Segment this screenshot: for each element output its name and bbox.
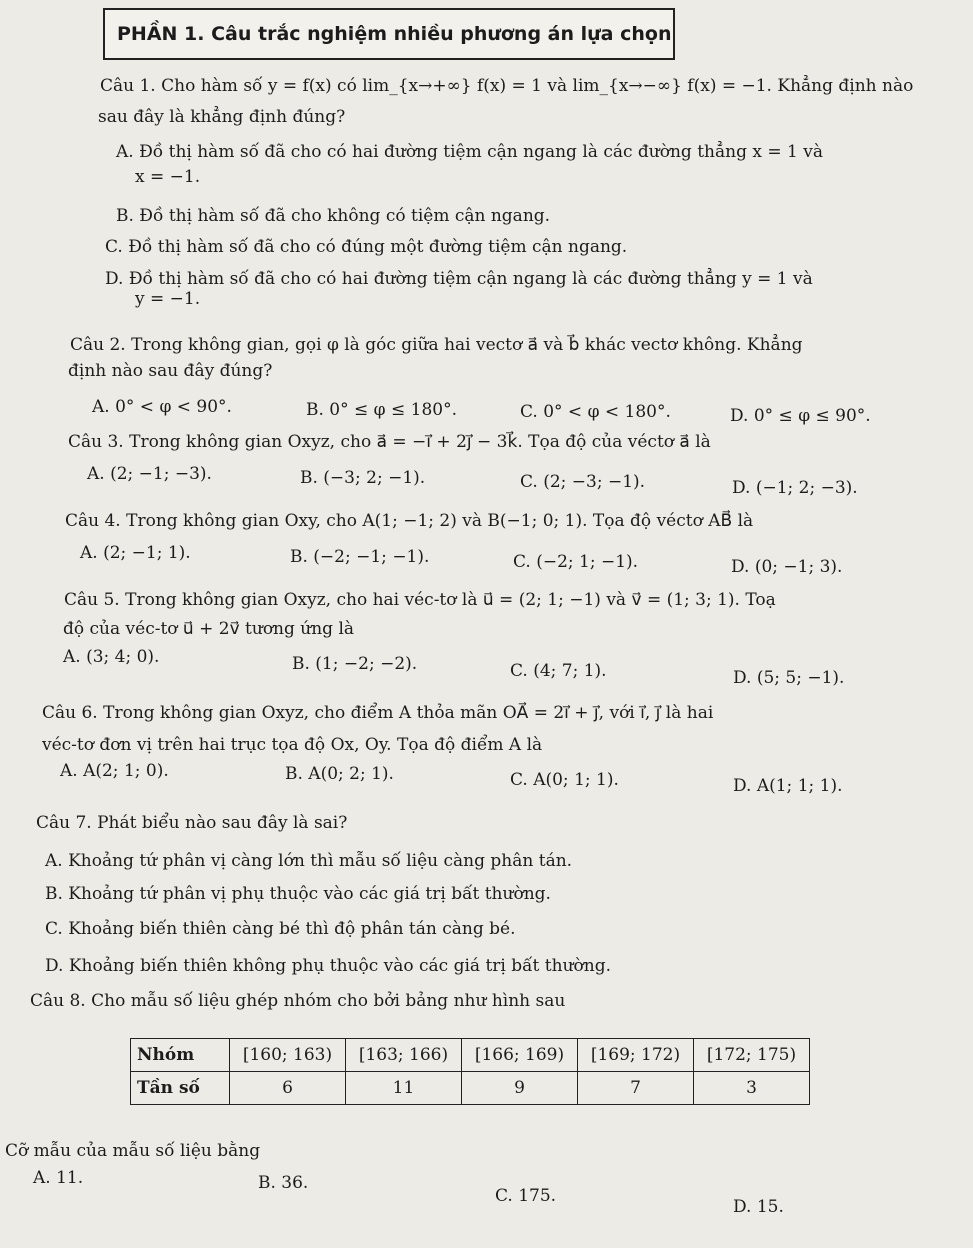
- q8-option-c: C. 175.: [495, 1186, 557, 1206]
- q6-stem-line2: véc-tơ đơn vị trên hai trục tọa độ Ox, Oy. Tọa độ điểm A là: [42, 735, 543, 755]
- q4-option-c: C. (−2; 1; −1).: [513, 552, 639, 572]
- table-row-groups: [131, 1039, 810, 1072]
- q3-option-a: A. (2; −1; −3).: [87, 464, 212, 484]
- q6-option-a: A. A(2; 1; 0).: [60, 761, 169, 781]
- q3-option-c: C. (2; −3; −1).: [520, 472, 646, 492]
- frequency-table: [130, 1038, 810, 1105]
- table-cell: [169; 172): [578, 1039, 694, 1072]
- q8-question: Cỡ mẫu của mẫu số liệu bằng: [5, 1141, 261, 1161]
- q5-option-d: D. (5; 5; −1).: [733, 668, 845, 688]
- q5-option-b: B. (1; −2; −2).: [292, 654, 418, 674]
- q6-option-c: C. A(0; 1; 1).: [510, 770, 619, 790]
- q4-stem: Câu 4. Trong không gian Oxy, cho A(1; −1; 2) và B(−1; 0; 1). Tọa độ véctơ AB⃗ là: [65, 511, 754, 531]
- q3-stem: Câu 3. Trong không gian Oxyz, cho a⃗ = −i⃗ + 2j⃗ − 3k⃗. Tọa độ của véctơ a⃗ là: [68, 432, 711, 452]
- q4-option-d: D. (0; −1; 3).: [731, 557, 843, 577]
- q3-option-b: B. (−3; 2; −1).: [300, 468, 426, 488]
- table-cell: [160; 163): [230, 1039, 346, 1072]
- q6-option-d: D. A(1; 1; 1).: [733, 776, 843, 796]
- table-cell: 3: [694, 1072, 810, 1105]
- q7-option-d: D. Khoảng biến thiên không phụ thuộc vào các giá trị bất thường.: [45, 956, 611, 976]
- q7-stem: Câu 7. Phát biểu nào sau đây là sai?: [36, 813, 348, 833]
- q8-option-b: B. 36.: [258, 1173, 309, 1193]
- table-header-group: Nhóm: [131, 1039, 230, 1072]
- q1-option-c: C. Đồ thị hàm số đã cho có đúng một đường tiệm cận ngang.: [105, 237, 628, 257]
- section-header: PHẦN 1. Câu trắc nghiệm nhiều phương án lựa chọn: [103, 8, 675, 60]
- table-cell: [163; 166): [346, 1039, 462, 1072]
- q8-option-a: A. 11.: [33, 1168, 84, 1188]
- q2-stem-line2: định nào sau đây đúng?: [68, 361, 273, 381]
- q2-option-d: D. 0° ≤ φ ≤ 90°.: [730, 406, 871, 426]
- q8-stem: Câu 8. Cho mẫu số liệu ghép nhóm cho bởi bảng như hình sau: [30, 991, 566, 1011]
- q5-option-a: A. (3; 4; 0).: [63, 647, 160, 667]
- q2-stem-line1: Câu 2. Trong không gian, gọi φ là góc giữa hai vectơ a⃗ và b⃗ khác vectơ không. Khẳng: [70, 335, 803, 355]
- q3-option-d: D. (−1; 2; −3).: [732, 478, 858, 498]
- q6-option-b: B. A(0; 2; 1).: [285, 764, 394, 784]
- table-cell: 9: [462, 1072, 578, 1105]
- q6-stem-line1: Câu 6. Trong không gian Oxyz, cho điểm A thỏa mãn OA⃗ = 2i⃗ + j⃗, với i⃗, j⃗ là hai: [42, 703, 714, 723]
- table-row-frequencies: [131, 1072, 810, 1105]
- q4-option-b: B. (−2; −1; −1).: [290, 547, 430, 567]
- table-cell: [172; 175): [694, 1039, 810, 1072]
- table-header-frequency: Tần số: [131, 1072, 230, 1105]
- table-cell: 6: [230, 1072, 346, 1105]
- q4-option-a: A. (2; −1; 1).: [80, 543, 191, 563]
- q5-option-c: C. (4; 7; 1).: [510, 661, 607, 681]
- q1-option-b: B. Đồ thị hàm số đã cho không có tiệm cận ngang.: [116, 206, 551, 226]
- table-cell: [166; 169): [462, 1039, 578, 1072]
- q1-stem-line1: Câu 1. Cho hàm số y = f(x) có lim_{x→+∞} f(x) = 1 và lim_{x→−∞} f(x) = −1. Khẳng định nào: [100, 76, 914, 96]
- q2-option-b: B. 0° ≤ φ ≤ 180°.: [306, 400, 457, 420]
- q1-stem-line2: sau đây là khẳng định đúng?: [98, 107, 346, 127]
- q8-option-d: D. 15.: [733, 1197, 784, 1217]
- q7-option-c: C. Khoảng biến thiên càng bé thì độ phân tán càng bé.: [45, 919, 516, 939]
- q5-stem-line1: Câu 5. Trong không gian Oxyz, cho hai véc-tơ là u⃗ = (2; 1; −1) và v⃗ = (1; 3; 1). Toạ: [64, 590, 776, 610]
- q1-option-d-line2: y = −1.: [135, 289, 201, 309]
- q2-option-c: C. 0° < φ < 180°.: [520, 402, 671, 422]
- q1-option-d-line1: D. Đồ thị hàm số đã cho có hai đường tiệm cận ngang là các đường thẳng y = 1 và: [105, 269, 813, 289]
- q2-option-a: A. 0° < φ < 90°.: [92, 397, 232, 417]
- q5-stem-line2: độ của véc-tơ u⃗ + 2v⃗ tương ứng là: [63, 619, 355, 639]
- table-cell: 11: [346, 1072, 462, 1105]
- q1-option-a-line2: x = −1.: [135, 167, 201, 187]
- q1-option-a-line1: A. Đồ thị hàm số đã cho có hai đường tiệm cận ngang là các đường thẳng x = 1 và: [116, 142, 823, 162]
- q7-option-b: B. Khoảng tứ phân vị phụ thuộc vào các giá trị bất thường.: [45, 884, 551, 904]
- table-cell: 7: [578, 1072, 694, 1105]
- q7-option-a: A. Khoảng tứ phân vị càng lớn thì mẫu số liệu càng phân tán.: [45, 851, 573, 871]
